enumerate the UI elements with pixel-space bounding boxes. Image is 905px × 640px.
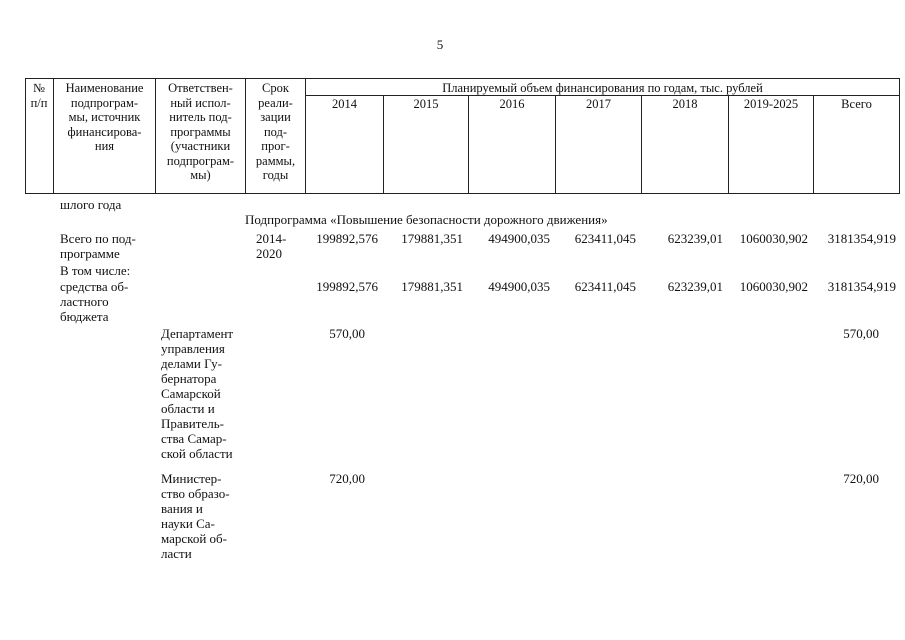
row-regional-sum: 3181354,919 [827, 279, 896, 294]
row-dept2-sum: 720,00 [843, 471, 879, 486]
header-col-name: Наименование подпрограм- мы, источник финансирова- ния [65, 81, 144, 153]
header-col-number: № п/п [30, 81, 48, 110]
header-year-2017: 2017 [586, 97, 611, 111]
row-total-2017: 623411,045 [574, 231, 636, 246]
header-year-2016: 2016 [499, 97, 525, 111]
row-regional-2019-2025: 1060030,902 [739, 279, 808, 294]
header-col-term: Срок реали- зации под- прог- раммы, годы [255, 81, 296, 182]
row-regional-2014: 199892,576 [316, 279, 378, 294]
page-number: 5 [436, 37, 444, 52]
header-col-responsible: Ответствен- ный испол- нитель под- программы (участники подпрограм- мы) [166, 81, 235, 182]
row-total-2015: 179881,351 [401, 231, 463, 246]
continuation-text: шлого года [60, 197, 122, 212]
header-col-planned-financing: Планируемый объем финансирования по годам, тыс. рублей [442, 81, 763, 95]
header-total: Всего [841, 97, 872, 111]
row-regional-2015: 179881,351 [401, 279, 463, 294]
row-dept2-responsible: Министер- ство образо- вания и науки Са- марской об- ласти [161, 471, 230, 561]
table-header-bottom [25, 193, 900, 194]
row-regional-2016: 494900,035 [488, 279, 550, 294]
row-dept2-2014: 720,00 [329, 471, 365, 486]
row-total-label: Всего по под- программе [60, 231, 136, 261]
including-label: В том числе: [60, 263, 131, 278]
row-total-2018: 623239,01 [667, 231, 723, 246]
row-total-2019-2025: 1060030,902 [739, 231, 808, 246]
row-total-term: 2014- 2020 [256, 231, 287, 261]
row-regional-2018: 623239,01 [667, 279, 723, 294]
subprogram-title: Подпрограмма «Повышение безопасности дорожного движения» [245, 212, 608, 227]
row-regional-2017: 623411,045 [574, 279, 636, 294]
header-year-2018: 2018 [672, 97, 698, 111]
header-year-2019-2025: 2019-2025 [743, 97, 799, 111]
row-dept1-sum: 570,00 [843, 326, 879, 341]
row-dept1-2014: 570,00 [329, 326, 365, 341]
row-dept1-responsible: Департамент управления делами Гу- бернатора Самарской области и Правитель- ства Самар- ской области [161, 326, 234, 461]
header-year-2015: 2015 [413, 97, 439, 111]
table-top-border [25, 78, 900, 79]
row-total-2016: 494900,035 [488, 231, 550, 246]
col-border-right [899, 78, 900, 194]
row-regional-label: средства об- ластного бюджета [60, 279, 129, 324]
row-total-2014: 199892,576 [316, 231, 378, 246]
row-total-sum: 3181354,919 [827, 231, 896, 246]
header-year-2014: 2014 [332, 97, 357, 111]
